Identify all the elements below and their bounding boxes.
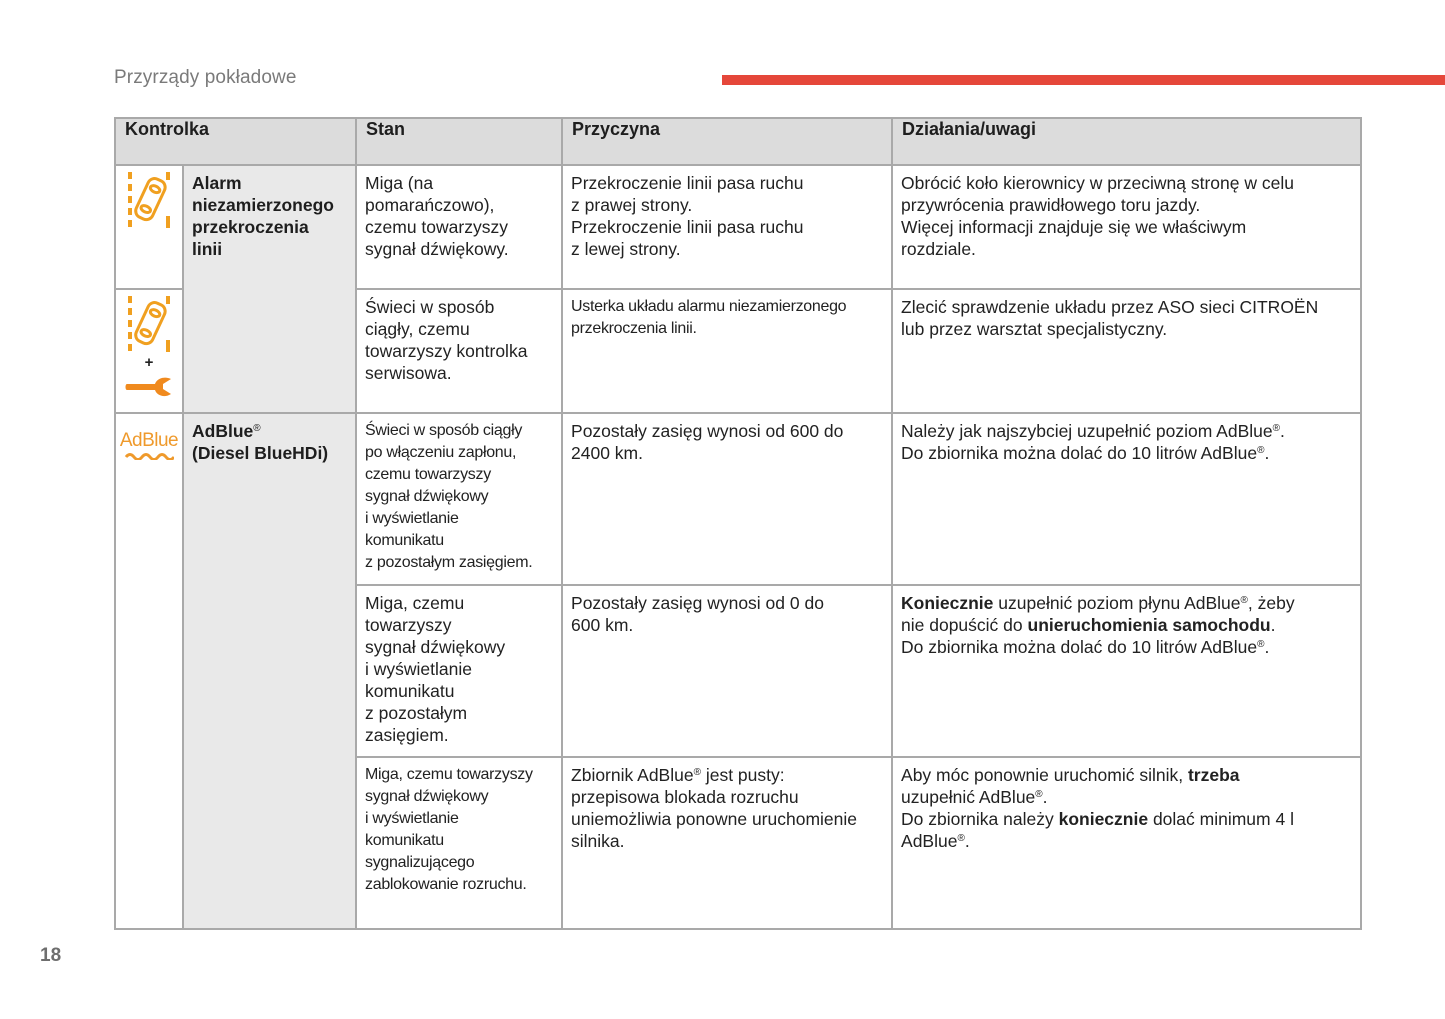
column-header-kontrolka: Kontrolka [115, 118, 356, 165]
przyczyna-cell: Pozostały zasięg wynosi od 600 do 2400 km. [562, 413, 892, 585]
service-wrench-icon [125, 376, 173, 398]
lane-departure-warning-icon [124, 170, 174, 232]
przyczyna-cell: Zbiornik AdBlue® jest pusty: przepisowa blokada rozruchu uniemożliwia ponowne uruchomienie silnika. [562, 757, 892, 929]
stan-cell: Świeci w sposób ciągły, czemu towarzyszy kontrolka serwisowa. [356, 289, 562, 413]
lane-departure-warning-icon [124, 294, 174, 356]
dzialania-cell: Zlecić sprawdzenie układu przez ASO sieci CITROËN lub przez warsztat specjalistyczny. [892, 289, 1361, 413]
warning-name-lane-departure: Alarm niezamierzonego przekroczenia linii [183, 165, 356, 413]
dzialania-cell: Koniecznie uzupełnić poziom płynu AdBlue®, żeby nie dopuścić do unieruchomienia samochodu. Do zbiornika można dolać do 10 litrów AdBlue®. [892, 585, 1361, 757]
table-row [115, 165, 1361, 289]
table-row [115, 413, 1361, 585]
column-header-stan: Stan [356, 118, 562, 165]
dzialania-cell: Aby móc ponownie uruchomić silnik, trzeba uzupełnić AdBlue®. Do zbiornika należy koniecznie dolać minimum 4 l AdBlue®. [892, 757, 1361, 929]
icon-cell [115, 165, 183, 289]
przyczyna-cell: Usterka układu alarmu niezamierzonego przekroczenia linii. [562, 289, 892, 413]
table-header-row [115, 118, 1361, 165]
page-number: 18 [40, 945, 62, 966]
warning-lights-table [114, 117, 1362, 930]
plus-sign: + [144, 354, 154, 371]
column-header-przyczyna: Przyczyna [562, 118, 892, 165]
adblue-icon: AdBlue [116, 414, 182, 460]
przyczyna-cell: Pozostały zasięg wynosi od 0 do 600 km. [562, 585, 892, 757]
section-accent-bar [722, 75, 1445, 85]
warning-name-adblue: AdBlue® (Diesel BlueHDi) [183, 413, 356, 929]
section-title: Przyrządy pokładowe [114, 67, 297, 88]
column-header-dzialania: Działania/uwagi [892, 118, 1361, 165]
stan-cell: Miga, czemu towarzyszy sygnał dźwiękowy i wyświetlanie komunikatu sygnalizującego zablokowanie rozruchu. [356, 757, 562, 929]
stan-cell: Miga (na pomarańczowo), czemu towarzyszy sygnał dźwiękowy. [356, 165, 562, 289]
stan-cell: Świeci w sposób ciągły po włączeniu zapłonu, czemu towarzyszy sygnał dźwiękowy i wyświetlanie komunikatu z pozostałym zasięgiem. [356, 413, 562, 585]
dzialania-cell: Obrócić koło kierownicy w przeciwną stronę w celu przywrócenia prawidłowego toru jazdy. Więcej informacji znajduje się we właściwym rozdziale. [892, 165, 1361, 289]
przyczyna-cell: Przekroczenie linii pasa ruchu z prawej strony. Przekroczenie linii pasa ruchu z lewej strony. [562, 165, 892, 289]
dzialania-cell: Należy jak najszybciej uzupełnić poziom AdBlue®. Do zbiornika można dolać do 10 litrów AdBlue®. [892, 413, 1361, 585]
icon-cell [115, 289, 183, 413]
icon-cell [115, 413, 183, 929]
stan-cell: Miga, czemu towarzyszy sygnał dźwiękowy i wyświetlanie komunikatu z pozostałym zasięgiem. [356, 585, 562, 757]
